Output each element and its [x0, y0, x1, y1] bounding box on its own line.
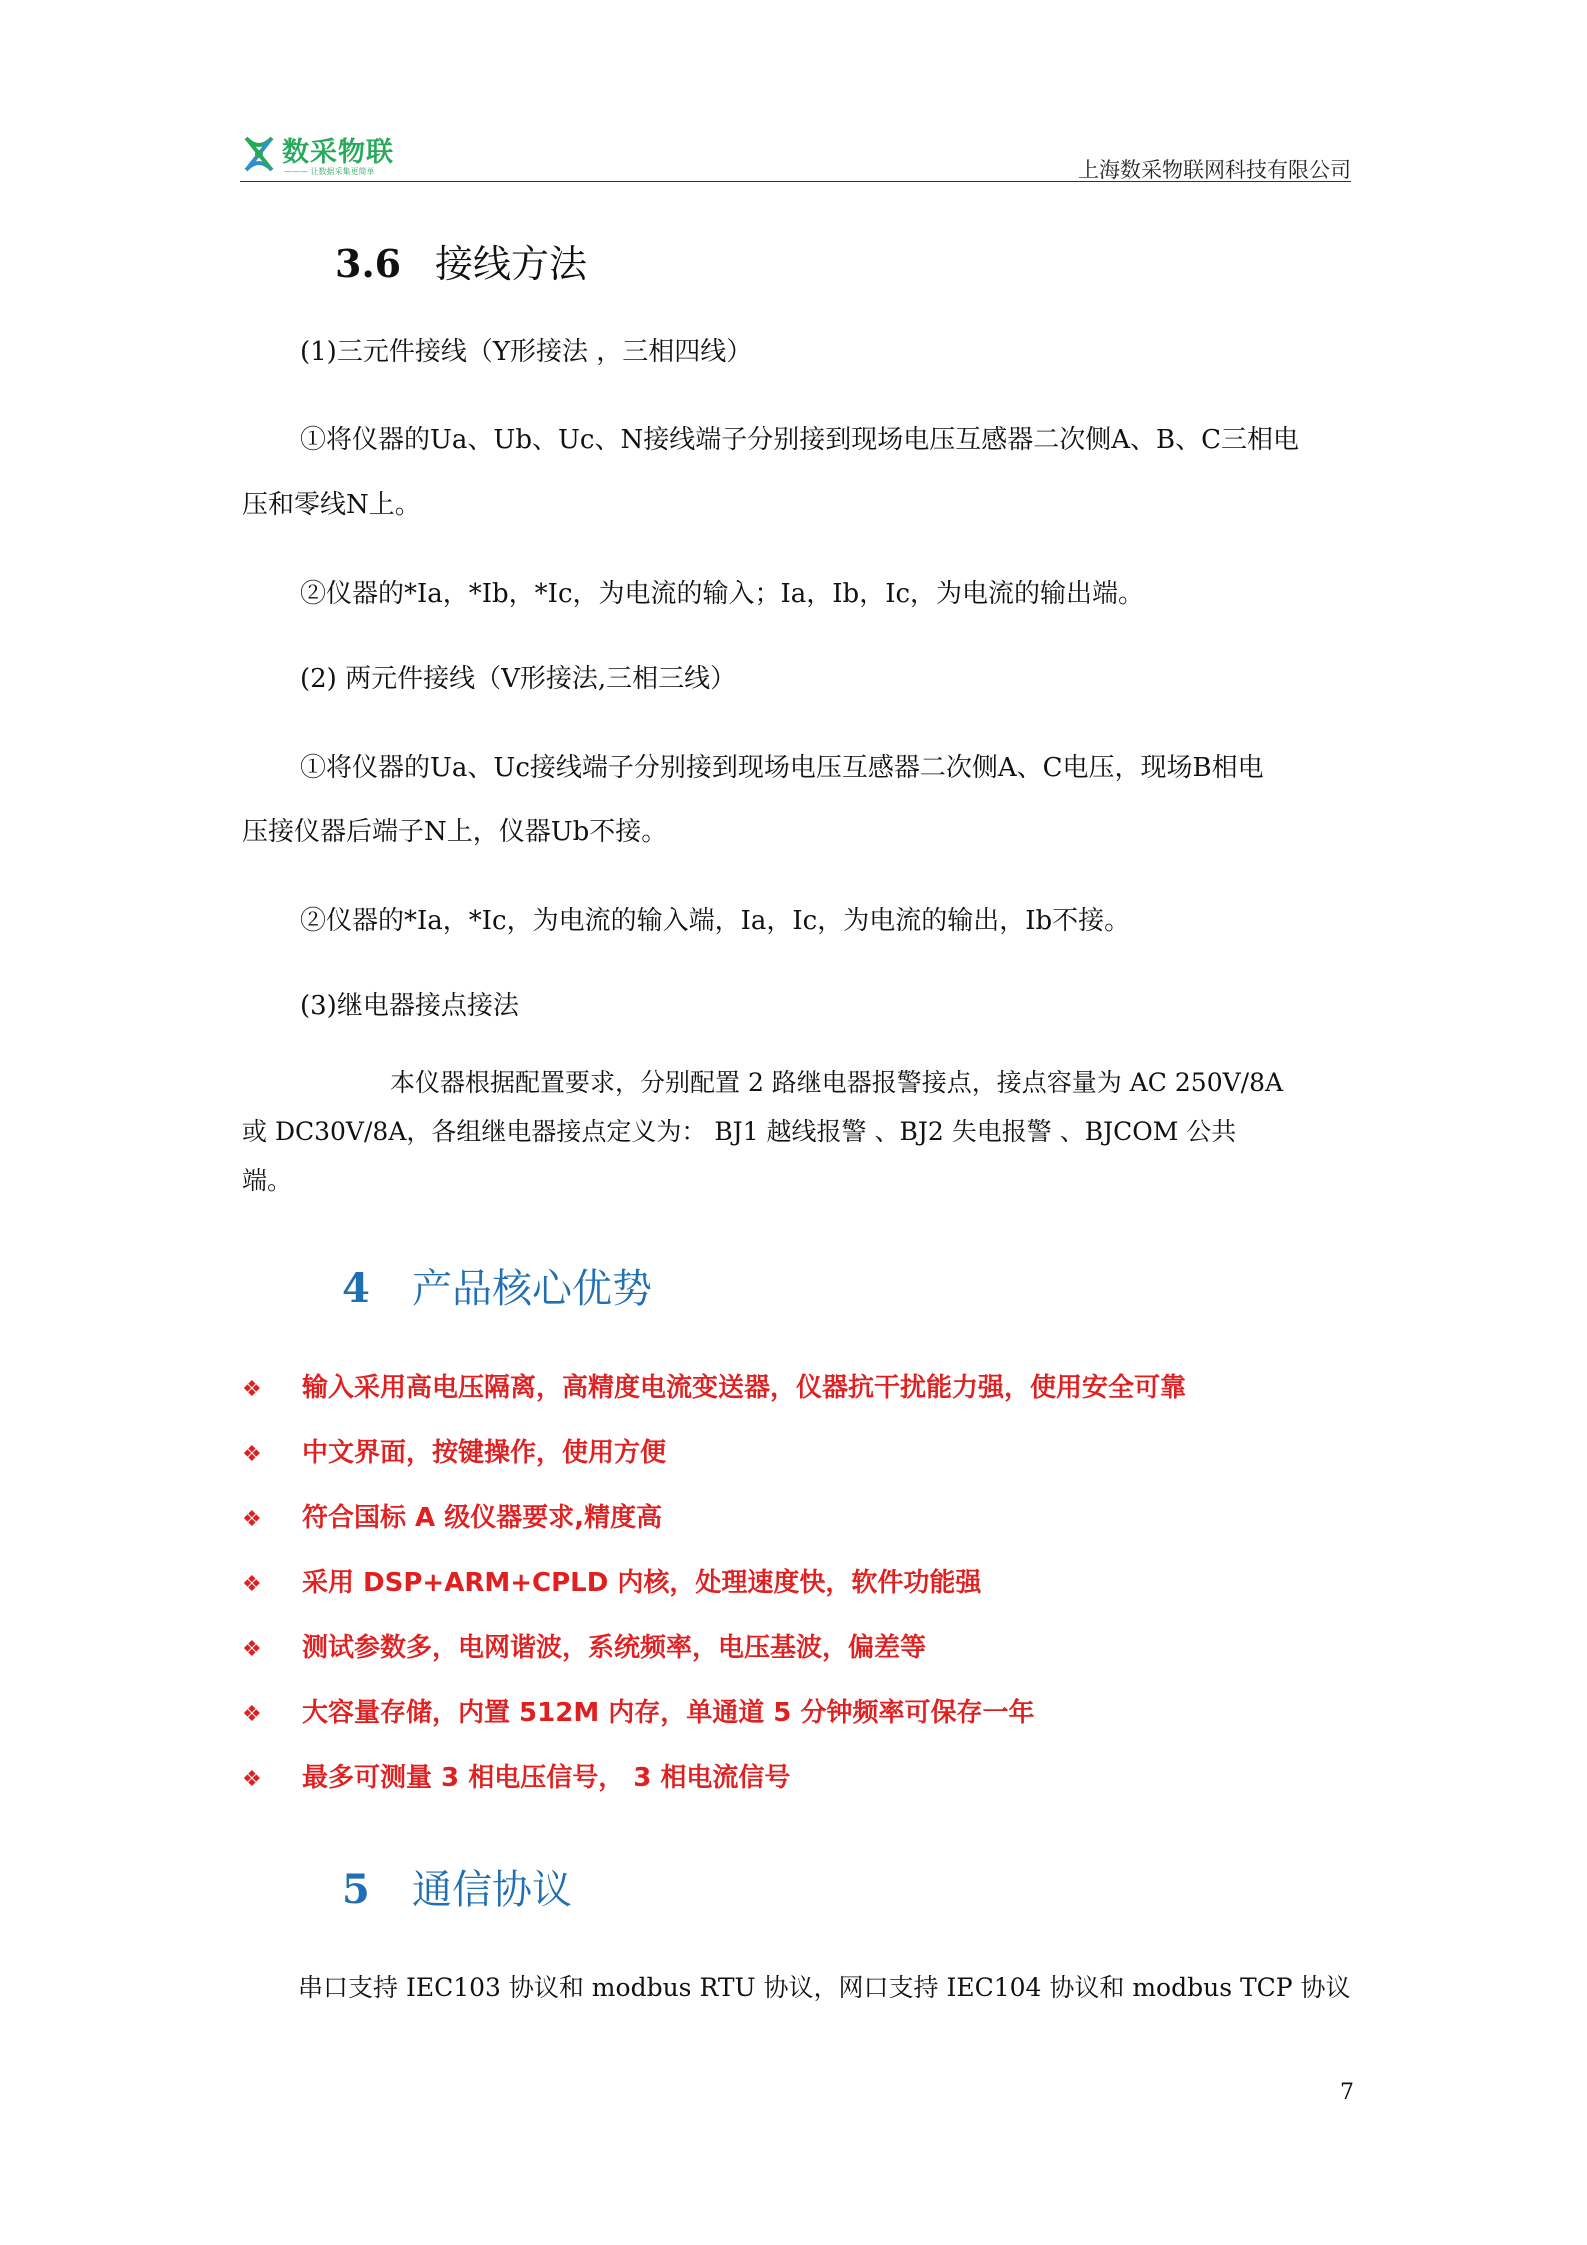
- diamond-bullet-icon: ❖: [242, 1507, 262, 1532]
- advantage-item: ❖ 采用 DSP+ARM+CPLD 内核，处理速度快，软件功能强: [242, 1567, 981, 1601]
- section-number: 4: [342, 1265, 370, 1312]
- diamond-bullet-icon: ❖: [242, 1702, 262, 1727]
- diamond-bullet-icon: ❖: [242, 1442, 262, 1467]
- advantage-item: ❖ 大容量存储，内置 512M 内存，单通道 5 分钟频率可保存一年: [242, 1697, 1034, 1731]
- section-title: 产品核心优势: [412, 1266, 652, 1312]
- section-title: 接线方法: [435, 242, 588, 286]
- paragraph: (3)继电器接点接法: [300, 991, 519, 1021]
- paragraph: 或 DC30V/8A，各组继电器接点定义为： BJ1 越线报警 、BJ2 失电报警 、BJCOM 公共: [242, 1117, 1237, 1146]
- section-number: 3.6: [335, 241, 402, 286]
- paragraph: ②仪器的*Ia，*Ic，为电流的输入端，Ia，Ic，为电流的输出，Ib不接。: [300, 906, 1131, 936]
- logo-icon: [240, 132, 278, 176]
- diamond-bullet-icon: ❖: [242, 1637, 262, 1662]
- diamond-bullet-icon: ❖: [242, 1377, 262, 1402]
- paragraph: (2) 两元件接线（V形接法,三相三线）: [300, 664, 737, 694]
- paragraph: ①将仪器的Ua、Ub、Uc、N接线端子分别接到现场电压互感器二次侧A、B、C三相电: [300, 425, 1299, 455]
- section-5-heading: [342, 1858, 572, 1915]
- advantage-item: ❖ 输入采用高电压隔离，高精度电流变送器，仪器抗干扰能力强，使用安全可靠: [242, 1372, 1186, 1406]
- advantage-item: ❖ 中文界面，按键操作，使用方便: [242, 1437, 666, 1471]
- paragraph: 压和零线N上。: [242, 490, 421, 520]
- section-4-heading: [342, 1257, 652, 1314]
- section-3-6-heading: [335, 233, 587, 288]
- paragraph: ①将仪器的Ua、Uc接线端子分别接到现场电压互感器二次侧A、C电压，现场B相电: [300, 753, 1264, 783]
- company-name: 上海数采物联网科技有限公司: [1078, 158, 1351, 182]
- logo-text: 数采物联: [282, 137, 394, 168]
- logo-slogan: ——— 让数据采集更简单: [284, 167, 375, 176]
- section-number: 5: [342, 1866, 370, 1913]
- header-divider: [240, 181, 1351, 182]
- paragraph: ②仪器的*Ia，*Ib，*Ic，为电流的输入；Ia，Ib，Ic，为电流的输出端。: [300, 579, 1145, 609]
- advantage-item: ❖ 最多可测量 3 相电压信号， 3 相电流信号: [242, 1762, 790, 1796]
- paragraph: 本仪器根据配置要求，分别配置 2 路继电器报警接点，接点容量为 AC 250V/8A: [390, 1068, 1284, 1097]
- advantage-item: ❖ 测试参数多，电网谐波，系统频率，电压基波，偏差等: [242, 1632, 926, 1666]
- company-logo: [240, 130, 400, 180]
- paragraph: 串口支持 IEC103 协议和 modbus RTU 协议，网口支持 IEC104 协议和 modbus TCP 协议: [298, 1973, 1351, 2002]
- paragraph: 端。: [242, 1166, 293, 1195]
- paragraph: 压接仪器后端子N上，仪器Ub不接。: [242, 817, 668, 847]
- paragraph: (1)三元件接线（Y形接法 ，三相四线）: [300, 337, 753, 367]
- diamond-bullet-icon: ❖: [242, 1572, 262, 1597]
- section-title: 通信协议: [412, 1867, 572, 1913]
- diamond-bullet-icon: ❖: [242, 1767, 262, 1792]
- advantage-item: ❖ 符合国标 A 级仪器要求,精度高: [242, 1502, 662, 1536]
- page-number: 7: [1340, 2080, 1354, 2105]
